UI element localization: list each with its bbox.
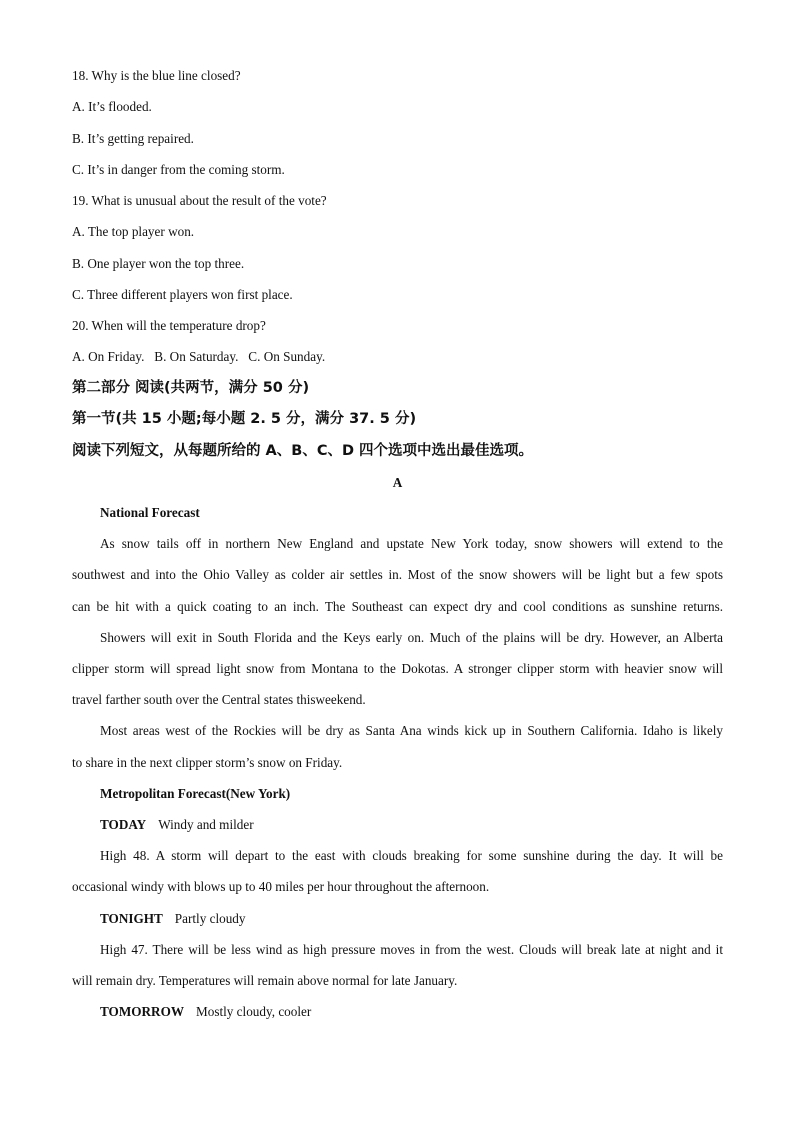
question-20-options: A. On Friday. B. On Saturday. C. On Sunday. [72, 349, 326, 364]
question-18-option-c: C. It’s in danger from the coming storm. [72, 162, 285, 177]
question-19-option-b: B. One player won the top three. [72, 256, 245, 271]
question-18-stem: 18. Why is the blue line closed? [72, 68, 241, 83]
question-20-stem: 20. When will the temperature drop? [72, 318, 266, 333]
tonight-desc: Partly cloudy [174, 911, 246, 926]
paragraph-line: Most areas west of the Rockies will be dry as Santa Ana winds kick up in Southern California. Idaho is likely [100, 723, 723, 738]
paragraph-line: As snow tails off in northern New England and upstate New York today, snow showers will extend to the [100, 536, 723, 551]
question-19-option-c: C. Three different players won first place. [72, 287, 293, 302]
subsection-heading: 第一节(共 15 小题;每小题 2. 5 分，满分 37. 5 分) [72, 411, 417, 427]
question-18-option-b: B. It’s getting repaired. [72, 131, 194, 146]
paragraph-line: can be hit with a quick coating to an inch. The Southeast can expect dry and cool conditions as sunshine returns. [72, 599, 723, 614]
instruction-text: 阅读下列短文，从每题所给的 A、B、C、D 四个选项中选出最佳选项。 [72, 443, 534, 459]
today-row [100, 816, 254, 834]
part-heading: 第二部分 阅读(共两节，满分 50 分) [72, 380, 310, 396]
paragraph-line: southwest and into the Ohio Valley as colder air settles in. Most of the snow showers will be light but a few spots [72, 567, 723, 582]
tomorrow-label: TOMORROW [100, 1004, 185, 1019]
tomorrow-desc: Mostly cloudy, cooler [196, 1004, 312, 1019]
metro-forecast-title: Metropolitan Forecast(New York) [100, 786, 291, 801]
question-19-stem: 19. What is unusual about the result of the vote? [72, 193, 327, 208]
tonight-row [100, 910, 246, 928]
paragraph-line: clipper storm will spread light snow from Montana to the Dokotas. A stronger clipper storm with heavier snow will [72, 661, 723, 676]
today-desc: Windy and milder [158, 817, 254, 832]
paragraph-line: High 47. There will be less wind as high pressure moves in from the west. Clouds will break late at night and it [100, 942, 723, 957]
paragraph-line: travel farther south over the Central states thisweekend. [72, 692, 366, 707]
paragraph-line: will remain dry. Temperatures will remain above normal for late January. [72, 973, 458, 988]
paragraph-line: High 48. A storm will depart to the east with clouds breaking for some sunshine during the day. It will be [100, 848, 723, 863]
paragraph-line: to share in the next clipper storm’s snow on Friday. [72, 755, 343, 770]
tonight-label: TONIGHT [100, 911, 163, 926]
paragraph-line: occasional windy with blows up to 40 miles per hour throughout the afternoon. [72, 879, 490, 894]
tomorrow-row [100, 1003, 311, 1021]
passage-letter: A [392, 475, 403, 490]
paragraph-line: Showers will exit in South Florida and the Keys early on. Much of the plains will be dry. However, an Alberta [100, 630, 723, 645]
question-19-option-a: A. The top player won. [72, 224, 195, 239]
national-forecast-title: National Forecast [100, 505, 200, 520]
today-label: TODAY [100, 817, 147, 832]
question-18-option-a: A. It’s flooded. [72, 99, 152, 114]
